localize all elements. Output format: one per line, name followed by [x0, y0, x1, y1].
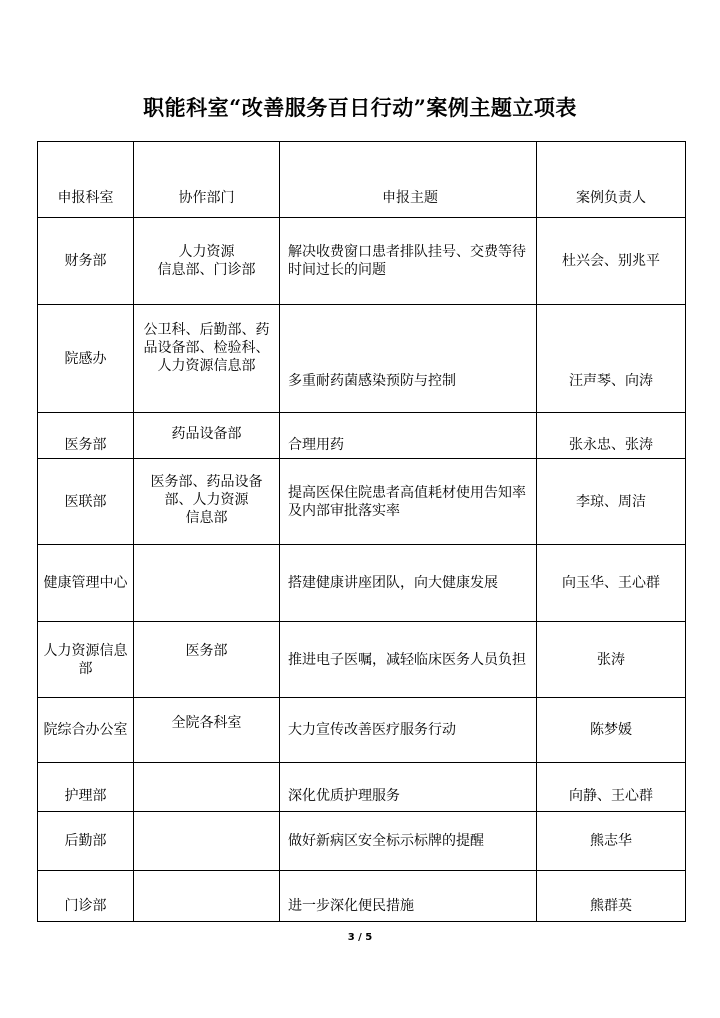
row-topic: 推进电子医嘱，减轻临床医务人员负担: [280, 622, 537, 698]
row-owner: 向玉华、王心群: [537, 545, 686, 622]
table-row: [38, 305, 686, 413]
row-topic: 提高医保住院患者高值耗材使用告知率及内部审批落实率: [280, 459, 537, 545]
row-coop: 公卫科、后勤部、药品设备部、检验科、人力资源信息部: [134, 305, 280, 413]
table-row: [38, 413, 686, 459]
table-row: [38, 763, 686, 812]
row-topic: 深化优质护理服务: [280, 763, 537, 812]
row-owner: 张永忠、张涛: [537, 413, 686, 459]
row-owner: 杜兴会、别兆平: [537, 218, 686, 305]
row-owner: 李琼、周洁: [537, 459, 686, 545]
row-dept: 护理部: [38, 763, 134, 812]
table-row: [38, 459, 686, 545]
row-dept: 院感办: [38, 305, 134, 413]
row-dept: 门诊部: [38, 871, 134, 922]
row-owner: 熊志华: [537, 812, 686, 871]
row-coop: [134, 763, 280, 812]
document-title: 职能科室“改善服务百日行动”案例主题立项表: [143, 95, 577, 120]
table-header-row: [38, 142, 686, 218]
row-topic: 做好新病区安全标示标牌的提醒: [280, 812, 537, 871]
row-topic: 合理用药: [280, 413, 537, 459]
row-coop: [134, 545, 280, 622]
row-coop: 人力资源 信息部、门诊部: [134, 218, 280, 305]
row-topic: 多重耐药菌感染预防与控制: [280, 305, 537, 413]
row-coop: [134, 812, 280, 871]
table-row: [38, 218, 686, 305]
row-owner: 向静、王心群: [537, 763, 686, 812]
row-dept: 后勤部: [38, 812, 134, 871]
row-coop: 医务部: [134, 622, 280, 698]
row-coop: [134, 871, 280, 922]
row-topic: 解决收费窗口患者排队挂号、交费等待时间过长的问题: [280, 218, 537, 305]
row-topic: 大力宣传改善医疗服务行动: [280, 698, 537, 763]
table-row: [38, 545, 686, 622]
row-dept: 财务部: [38, 218, 134, 305]
table-row: [38, 698, 686, 763]
table-row: [38, 622, 686, 698]
header-topic: 申报主题: [280, 142, 537, 218]
row-dept: 人力资源信息部: [38, 622, 134, 698]
row-dept: 院综合办公室: [38, 698, 134, 763]
header-dept: 申报科室: [38, 142, 134, 218]
row-dept: 医联部: [38, 459, 134, 545]
header-owner: 案例负责人: [537, 142, 686, 218]
row-owner: 张涛: [537, 622, 686, 698]
table-row: [38, 871, 686, 922]
row-topic: 搭建健康讲座团队，向大健康发展: [280, 545, 537, 622]
row-coop: 药品设备部: [134, 413, 280, 459]
row-coop: 全院各科室: [134, 698, 280, 763]
row-dept: 医务部: [38, 413, 134, 459]
project-table: [37, 141, 686, 922]
row-owner: 陈梦媛: [537, 698, 686, 763]
row-owner: 熊群英: [537, 871, 686, 922]
row-owner: 汪声琴、向涛: [537, 305, 686, 413]
page-number: 3 / 5: [347, 932, 373, 943]
row-dept: 健康管理中心: [38, 545, 134, 622]
header-coop: 协作部门: [134, 142, 280, 218]
row-topic: 进一步深化便民措施: [280, 871, 537, 922]
row-coop: 医务部、药品设备部、人力资源 信息部: [134, 459, 280, 545]
table-row: [38, 812, 686, 871]
